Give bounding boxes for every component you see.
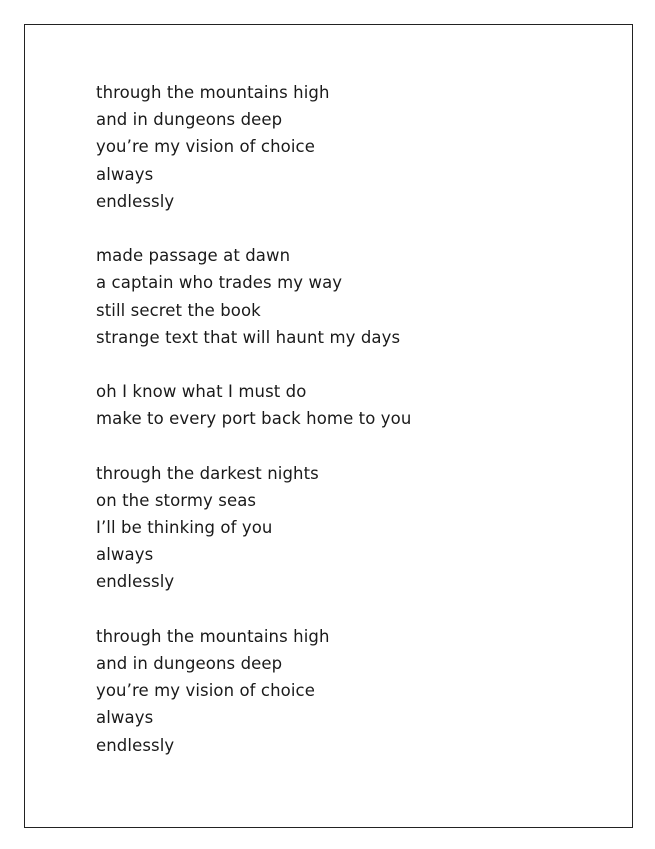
poem-line: always (96, 164, 154, 184)
poem-line: endlessly (96, 735, 175, 755)
stanza-1 (96, 79, 616, 215)
poem-line: made passage at dawn (96, 246, 291, 266)
poem-line: endlessly (96, 191, 175, 211)
poem-line: always (96, 545, 154, 565)
stanza-5 (96, 623, 616, 759)
poem-line: endlessly (96, 572, 175, 592)
poem-line: on the stormy seas (96, 490, 257, 510)
stanza-4 (96, 460, 616, 596)
poem-line: through the mountains high (96, 626, 330, 646)
poem-line: and in dungeons deep (96, 653, 283, 673)
poem-line: make to every port back home to you (96, 409, 412, 429)
poem-line: a captain who trades my way (96, 273, 343, 293)
poem-line: you’re my vision of choice (96, 137, 315, 157)
poem-line: oh I know what I must do (96, 382, 307, 402)
poem-line: always (96, 708, 154, 728)
document-page (24, 24, 633, 828)
poem-line: through the mountains high (96, 83, 330, 102)
poem-line: still secret the book (96, 300, 261, 320)
poem-line: you’re my vision of choice (96, 681, 315, 701)
poem-line: strange text that will haunt my days (96, 327, 401, 347)
stanza-3 (96, 378, 616, 432)
stanza-2 (96, 242, 616, 351)
poem-body (96, 79, 616, 786)
poem-line: I’ll be thinking of you (96, 518, 273, 537)
poem-line: through the darkest nights (96, 463, 319, 483)
poem-line: and in dungeons deep (96, 110, 283, 130)
